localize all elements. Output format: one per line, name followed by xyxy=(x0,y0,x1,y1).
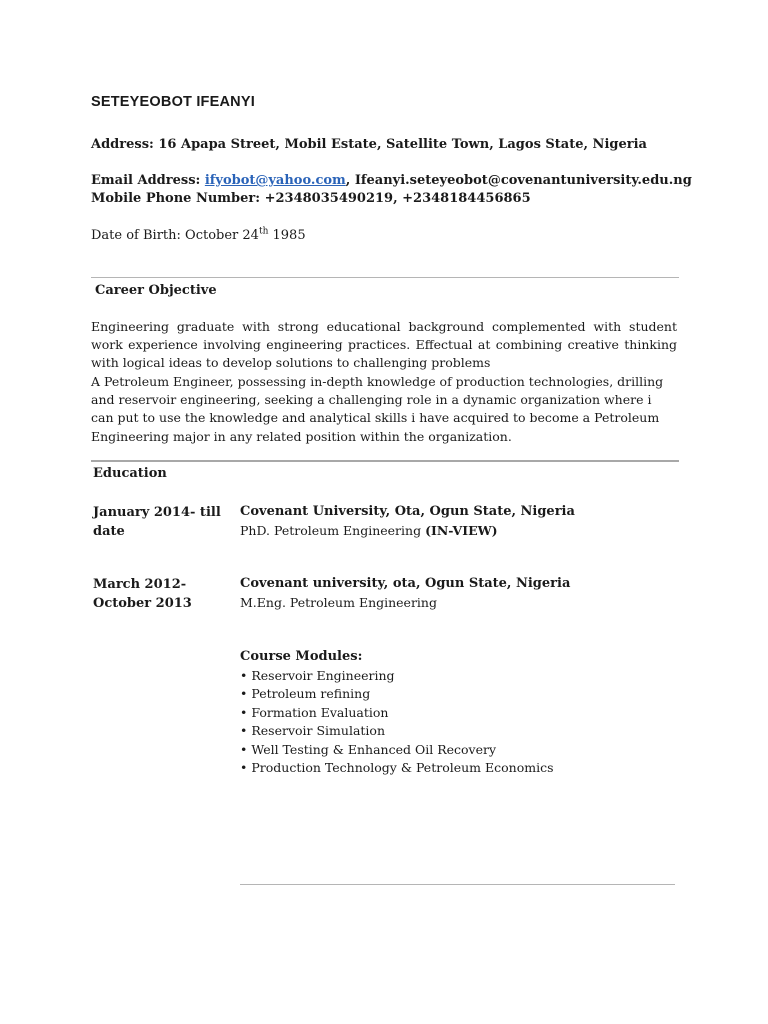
divider-top xyxy=(91,277,679,278)
career-objective-title: Career Objective xyxy=(95,283,217,298)
course-modules-title: Course Modules: xyxy=(240,649,363,664)
dob-line xyxy=(91,228,306,243)
list-item: • Reservoir Simulation xyxy=(240,722,553,740)
address-value: 16 Apapa Street, Mobil Estate, Satellite Town, Lagos State, Nigeria xyxy=(158,137,647,152)
career-paragraph-2: A Petroleum Engineer, possessing in-depth knowledge of production technologies, drilling and reservoir engineering, seeking a challenging role in a dynamic organization where i can put to use the knowledge and analytical skills i have acquired to become a Petroleum Engineering major in any related position within the organization. xyxy=(91,374,664,444)
education-title: Education xyxy=(93,466,167,481)
divider-education xyxy=(91,460,679,462)
dob-label: Date of Birth: xyxy=(91,228,181,243)
list-item: • Production Technology & Petroleum Economics xyxy=(240,759,553,777)
divider-bottom xyxy=(240,884,675,885)
phone-value: +2348035490219, +2348184456865 xyxy=(264,191,531,206)
phone-line xyxy=(91,191,531,206)
address-line xyxy=(91,137,647,152)
email-label: Email Address: xyxy=(91,173,201,188)
degree-status-1: (IN-VIEW) xyxy=(425,523,498,538)
list-item: • Well Testing & Enhanced Oil Recovery xyxy=(240,741,553,759)
degree-name-2: M.Eng. Petroleum Engineering xyxy=(240,595,437,610)
phone-label: Mobile Phone Number: xyxy=(91,191,261,206)
education-date-2: March 2012- October 2013 xyxy=(93,577,192,611)
email-line xyxy=(91,173,692,188)
course-modules-list xyxy=(240,667,553,777)
address-label: Address: xyxy=(91,137,154,152)
dob-year: 1985 xyxy=(272,228,306,243)
dob-prefix: October 24 xyxy=(185,228,259,243)
list-item: • Reservoir Engineering xyxy=(240,667,553,685)
degree-name-1: PhD. Petroleum Engineering xyxy=(240,523,422,538)
email-secondary: , Ifeanyi.seteyeobot@covenantuniversity.edu.ng xyxy=(345,173,692,188)
education-date-1: January 2014- till date xyxy=(93,505,221,539)
education-degree-1 xyxy=(240,523,498,538)
career-paragraph-1: Engineering graduate with strong educational background complemented with student work experience involving engineering practices. Effectual at combining creative thinking with logical ideas to develop solutions to challenging problems xyxy=(91,319,677,371)
education-degree-2 xyxy=(240,595,437,610)
list-item: • Petroleum refining xyxy=(240,685,553,703)
dob-superscript: th xyxy=(258,226,269,237)
candidate-name: SETEYEOBOT IFEANYI xyxy=(91,94,255,110)
education-institution-2: Covenant university, ota, Ogun State, Nigeria xyxy=(240,576,571,591)
email-link[interactable]: ifyobot@yahoo.com xyxy=(204,173,346,188)
list-item: • Formation Evaluation xyxy=(240,704,553,722)
education-institution-1: Covenant University, Ota, Ogun State, Nigeria xyxy=(240,504,575,519)
